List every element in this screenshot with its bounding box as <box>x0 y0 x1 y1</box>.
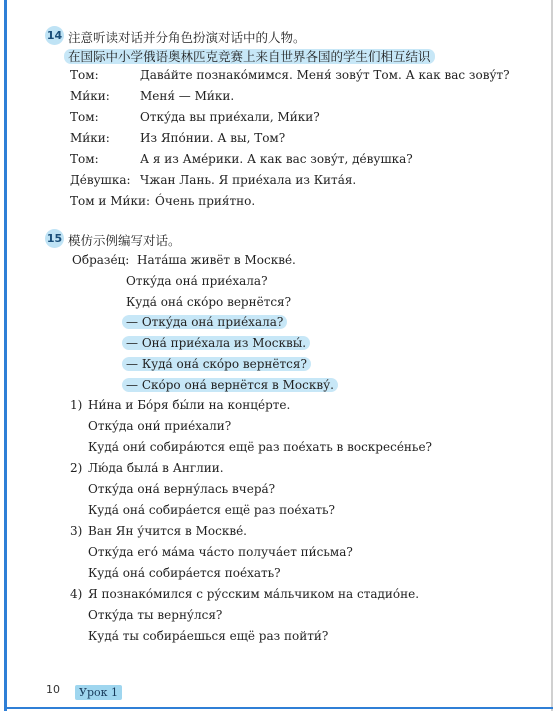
sample-answer: — Ско́ро она́ вернётся в Москву́. <box>122 378 338 392</box>
dialogue-speaker: Том: <box>70 110 99 124</box>
dialogue-line: Óчень прия́тно. <box>155 194 256 208</box>
sample-line: Отку́да она́ прие́хала? <box>126 274 268 288</box>
dialogue-speaker: Ми́ки: <box>70 89 110 103</box>
exercise-14-number: 14 <box>45 26 64 45</box>
item-line: Куда́ они́ собира́ются ещё раз пое́хать в воскресе́нье? <box>88 440 432 454</box>
item-line: Куда́ она́ собира́ется пое́хать? <box>88 566 281 580</box>
dialogue-speaker: Ми́ки: <box>70 131 110 145</box>
page-right-border <box>551 0 553 711</box>
sample-answer-wrap <box>122 357 311 371</box>
item-line: Отку́да ты верну́лся? <box>88 608 223 622</box>
item-number: 2) <box>70 461 83 475</box>
page-left-border <box>4 0 7 711</box>
dialogue-speaker: Том: <box>70 68 99 82</box>
dialogue-speaker: Де́вушка: <box>70 173 131 187</box>
sample-answer: — Она́ прие́хала из Москвы́. <box>122 336 310 350</box>
exercise-14-instruction: 注意听读对话并分角色扮演对话中的人物。 <box>68 30 306 45</box>
item-line: Я познако́мился с ру́сским ма́льчиком на стадио́не. <box>88 587 420 601</box>
exercise-15-instruction: 模仿示例编写对话。 <box>68 233 181 248</box>
exercise-14-context: 在国际中小学俄语奥林匹克竞赛上来自世界各国的学生们相互结识 <box>64 49 435 64</box>
dialogue-speaker: Том: <box>70 152 99 166</box>
item-number: 4) <box>70 587 83 601</box>
item-line: Отку́да его́ ма́ма ча́сто получа́ет пи́сьма? <box>88 545 353 559</box>
dialogue-line: А я из Аме́рики. А как вас зову́т, де́вушка? <box>140 152 413 166</box>
exercise-15-number: 15 <box>45 229 64 248</box>
item-line: Отку́да она́ верну́лась вчера́? <box>88 482 276 496</box>
sample-answer-wrap <box>122 336 310 350</box>
lesson-label: Урок 1 <box>75 685 122 700</box>
sample-answer-wrap <box>122 378 338 392</box>
sample-label: Образе́ц: <box>72 253 130 267</box>
item-line: Отку́да они́ прие́хали? <box>88 419 232 433</box>
page-number: 10 <box>46 683 60 696</box>
dialogue-line: Из Япо́нии. А вы, Том? <box>140 131 286 145</box>
item-line: Ван Ян у́чится в Москве́. <box>88 524 247 538</box>
dialogue-line: Отку́да вы прие́хали, Ми́ки? <box>140 110 320 124</box>
sample-line: Куда́ она́ ско́ро вернётся? <box>126 295 292 309</box>
dialogue-line: Дава́йте познако́мимся. Меня́ зову́т Том. А как вас зову́т? <box>140 68 510 82</box>
lesson-tab-wrap <box>75 681 122 700</box>
dialogue-line: Меня́ — Ми́ки. <box>140 89 235 103</box>
item-line: Лю́да была́ в Англии. <box>88 461 224 475</box>
sample-answer-wrap <box>122 315 287 329</box>
dialogue-line: Чжан Лань. Я прие́хала из Кита́я. <box>140 173 357 187</box>
sample-line: Ната́ша живёт в Москве́. <box>137 253 296 267</box>
item-line: Куда́ ты собира́ешься ещё раз пойти́? <box>88 629 329 643</box>
item-number: 1) <box>70 398 83 412</box>
dialogue-speaker: Том и Ми́ки: <box>70 194 151 208</box>
item-line: Куда́ она́ собира́ется ещё раз пое́хать? <box>88 503 335 517</box>
sample-answer: — Куда́ она́ ско́ро вернётся? <box>122 357 311 371</box>
sample-answer: — Отку́да она́ прие́хала? <box>122 315 287 329</box>
item-number: 3) <box>70 524 83 538</box>
page-bottom-border <box>4 707 553 709</box>
item-line: Ни́на и Бо́ря бы́ли на конце́рте. <box>88 398 291 412</box>
exercise-14-context-wrap <box>64 47 435 65</box>
